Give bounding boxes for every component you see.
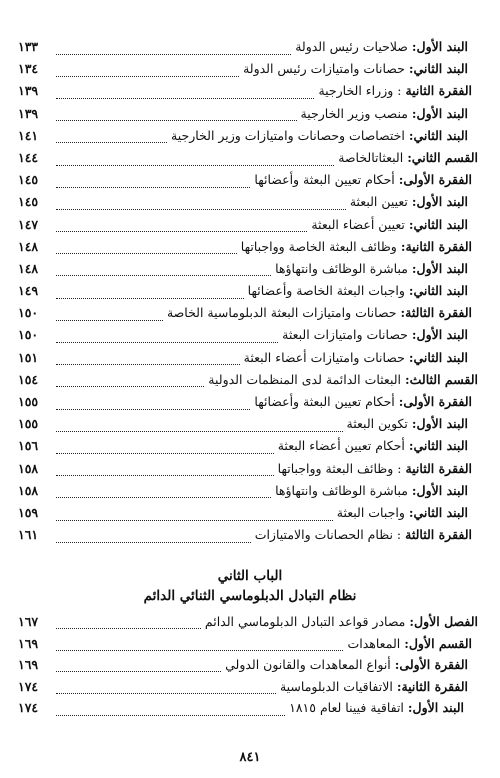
toc-entry-page: ١٥٨ bbox=[18, 460, 39, 476]
toc-entry-label: الفقرة الثانية: bbox=[400, 238, 472, 254]
toc-entry-label: البند الأول: bbox=[411, 327, 468, 343]
toc-entry-label: الفقرة الأولى: bbox=[394, 657, 468, 673]
toc-entry-page: ١٧٤ bbox=[18, 700, 39, 716]
toc-entry bbox=[18, 191, 478, 213]
toc-entry bbox=[18, 524, 478, 546]
toc-entry bbox=[18, 324, 478, 346]
toc-entry-title: حصانات وامتيازات البعثة bbox=[282, 327, 408, 343]
toc-entry-label: الفقرة الثانية bbox=[405, 83, 472, 99]
toc-entry-label: البند الثاني: bbox=[408, 283, 468, 299]
toc-entry bbox=[18, 369, 478, 391]
toc-entry-title: مباشرة الوظائف وانتهاؤها bbox=[275, 260, 408, 276]
toc-entry-label: البند الثاني: bbox=[408, 504, 468, 520]
toc-entry-page: ١٣٩ bbox=[18, 105, 39, 121]
dot-leader bbox=[56, 243, 237, 254]
dot-leader bbox=[56, 66, 239, 77]
toc-entry-title: حصانات وامتيازات البعثة الدبلوماسية الخاصة bbox=[166, 305, 397, 321]
dot-leader bbox=[56, 443, 274, 454]
toc-entry-title: : وظائف البعثة وواجباتها bbox=[277, 460, 402, 476]
toc-entry bbox=[18, 654, 478, 676]
toc-entry-page: ١٦٩ bbox=[18, 635, 39, 651]
toc-entry-title: واجبات البعثة الخاصة وأعضائها bbox=[247, 283, 405, 299]
toc-entry-title: اتفاقية فيينا لعام ١٨١٥ bbox=[289, 700, 404, 716]
toc-entry-title: اختصاصات وحصانات وامتيازات وزير الخارجية bbox=[171, 127, 405, 143]
toc-entry-title: منصب وزير الخارجية bbox=[300, 105, 408, 121]
dot-leader bbox=[56, 618, 201, 629]
dot-leader bbox=[56, 310, 163, 321]
dot-leader bbox=[56, 354, 240, 365]
toc-entry bbox=[18, 633, 478, 655]
toc-entry-label: القسم الأول: bbox=[404, 635, 472, 651]
toc-entry bbox=[18, 347, 478, 369]
toc-entry-label: الفقرة الثالثة bbox=[405, 527, 472, 543]
toc-entry bbox=[18, 80, 478, 102]
toc-entry bbox=[18, 236, 478, 258]
toc-entry-title: : نظام الحصانات والامتيازات bbox=[254, 527, 402, 543]
toc-entry-label: البند الأول: bbox=[411, 416, 468, 432]
dot-leader bbox=[56, 532, 251, 543]
toc-entry-label: البند الأول: bbox=[407, 700, 464, 716]
toc-entry-title: مباشرة الوظائف وانتهاؤها bbox=[275, 482, 408, 498]
toc-entry-page: ١٥٥ bbox=[18, 394, 39, 409]
toc-entry-title: البعثات الدائمة لدى المنظمات الدولية bbox=[208, 371, 401, 387]
toc-entry bbox=[18, 676, 478, 698]
toc-entry-label: القسم الثالث: bbox=[405, 371, 478, 387]
toc-entry-page: ١٥٠ bbox=[18, 327, 39, 343]
toc-entry-page: ١٤٨ bbox=[18, 260, 39, 276]
toc-entry bbox=[18, 413, 478, 435]
toc-entry-label: البند الأول: bbox=[411, 39, 468, 54]
dot-leader bbox=[56, 332, 278, 343]
dot-leader bbox=[56, 132, 167, 143]
toc-entry-page: ١٥٨ bbox=[18, 482, 39, 498]
page-number: ٨٤١ bbox=[239, 750, 261, 765]
toc-entry-label: الفقرة الأولى: bbox=[398, 394, 472, 409]
toc-entry-page: ١٥٤ bbox=[18, 371, 39, 387]
dot-leader bbox=[56, 465, 274, 476]
toc-entry-page: ١٦٩ bbox=[18, 657, 39, 673]
toc-entry-title: حصانات وامتيازات أعضاء البعثة bbox=[243, 349, 405, 365]
toc-entry-label: الفقرة الثانية: bbox=[396, 678, 468, 694]
dot-leader bbox=[56, 177, 250, 188]
toc-entry bbox=[18, 280, 478, 302]
toc-list-part-two bbox=[18, 611, 478, 719]
dot-leader bbox=[56, 421, 343, 432]
toc-entry-label: الفقرة الثالثة: bbox=[400, 305, 472, 321]
toc-entry-label: البند الأول: bbox=[411, 105, 468, 121]
dot-leader bbox=[56, 221, 307, 232]
toc-entry-title: وظائف البعثة الخاصة وواجباتها bbox=[240, 238, 397, 254]
toc-entry-page: ١٦١ bbox=[18, 527, 39, 543]
toc-entry-page: ١٥٥ bbox=[18, 416, 39, 432]
dot-leader bbox=[56, 110, 297, 121]
toc-entry-page: ١٥٦ bbox=[18, 438, 39, 454]
toc-entry-title: البعثاتالخاصة bbox=[338, 149, 404, 165]
dot-leader bbox=[56, 44, 291, 55]
dot-leader bbox=[56, 199, 346, 210]
toc-entry bbox=[18, 258, 478, 280]
toc-entry bbox=[18, 458, 478, 480]
dot-leader bbox=[56, 640, 343, 651]
toc-entry-page: ١٤٥ bbox=[18, 172, 39, 188]
dot-leader bbox=[56, 510, 333, 521]
toc-entry bbox=[18, 697, 478, 719]
toc-entry-title: الاتفاقيات الدبلوماسية bbox=[279, 678, 393, 694]
toc-entry-title: المعاهدات bbox=[347, 635, 401, 651]
toc-entry-label: البند الأول: bbox=[411, 194, 468, 210]
toc-entry-label: البند الثاني: bbox=[408, 61, 468, 77]
toc-entry-label: البند الثاني: bbox=[408, 349, 468, 365]
toc-entry bbox=[18, 480, 478, 502]
toc-entry bbox=[18, 502, 478, 524]
toc-entry bbox=[18, 58, 478, 80]
toc-entry-title: : وزراء الخارجية bbox=[318, 83, 402, 99]
part-heading-subtitle: نظام التبادل الدبلوماسي الثنائي الدائم bbox=[143, 588, 357, 604]
dot-leader bbox=[56, 487, 271, 498]
toc-entry-label: الفقرة الأولى: bbox=[398, 172, 472, 188]
toc-entry-page: ١٧٤ bbox=[18, 678, 39, 694]
dot-leader bbox=[56, 683, 276, 694]
toc-entry-label: الفقرة الثانية bbox=[405, 460, 472, 476]
toc-entry-page: ١٣٣ bbox=[18, 39, 39, 54]
toc-entry bbox=[18, 103, 478, 125]
toc-entry-label: البند الثاني: bbox=[408, 438, 468, 454]
dot-leader bbox=[56, 88, 314, 99]
toc-entry-page: ١٣٩ bbox=[18, 83, 39, 99]
toc-entry bbox=[18, 36, 478, 58]
toc-entry-title: أحكام تعيين البعثة وأعضائها bbox=[254, 394, 395, 409]
toc-list-part-one bbox=[18, 36, 478, 546]
toc-entry-label: الفصل الأول: bbox=[409, 614, 478, 629]
toc-entry-label: القسم الثاني: bbox=[407, 149, 478, 165]
dot-leader bbox=[56, 705, 285, 716]
toc-entry bbox=[18, 169, 478, 191]
toc-entry bbox=[18, 611, 478, 633]
toc-entry-title: تعيين البعثة bbox=[349, 194, 408, 210]
toc-entry-title: حصانات وامتيازات رئيس الدولة bbox=[243, 61, 405, 77]
toc-entry bbox=[18, 391, 478, 413]
toc-entry-label: البند الثاني: bbox=[408, 216, 468, 232]
toc-entry-title: تعيين أعضاء البعثة bbox=[311, 216, 405, 232]
dot-leader bbox=[56, 265, 271, 276]
dot-leader bbox=[56, 288, 244, 299]
toc-entry-page: ١٥١ bbox=[18, 349, 39, 365]
toc-entry bbox=[18, 302, 478, 324]
toc-entry-page: ١٦٧ bbox=[18, 614, 39, 629]
toc-entry-title: صلاحيات رئيس الدولة bbox=[295, 39, 408, 54]
toc-entry-page: ١٤٨ bbox=[18, 238, 39, 254]
toc-entry-label: البند الأول: bbox=[411, 260, 468, 276]
toc-entry-title: واجبات البعثة bbox=[336, 504, 405, 520]
toc-entry-title: مصادر قواعد التبادل الدبلوماسي الدائم bbox=[204, 614, 406, 629]
toc-entry-page: ١٤٧ bbox=[18, 216, 39, 232]
toc-entry-page: ١٤٤ bbox=[18, 149, 39, 165]
toc-entry-page: ١٣٤ bbox=[18, 61, 39, 77]
toc-entry-page: ١٥٠ bbox=[18, 305, 39, 321]
toc-entry-title: أحكام تعيين أعضاء البعثة bbox=[277, 438, 405, 454]
part-heading-title: الباب الثاني bbox=[217, 568, 283, 584]
toc-entry bbox=[18, 125, 478, 147]
toc-entry bbox=[18, 435, 478, 457]
toc-entry-label: البند الثاني: bbox=[408, 127, 468, 143]
toc-entry-title: أحكام تعيين البعثة وأعضائها bbox=[254, 172, 395, 188]
dot-leader bbox=[56, 661, 221, 672]
toc-entry-label: البند الأول: bbox=[411, 482, 468, 498]
toc-entry-title: أنواع المعاهدات والقانون الدولي bbox=[225, 657, 391, 673]
toc-entry bbox=[18, 147, 478, 169]
toc-entry-page: ١٤٩ bbox=[18, 283, 39, 299]
toc-entry-title: تكوين البعثة bbox=[346, 416, 408, 432]
dot-leader bbox=[56, 399, 250, 410]
dot-leader bbox=[56, 376, 204, 387]
toc-entry bbox=[18, 214, 478, 236]
toc-entry-page: ١٥٩ bbox=[18, 504, 39, 520]
dot-leader bbox=[56, 155, 334, 166]
toc-entry-page: ١٤١ bbox=[18, 127, 39, 143]
toc-entry-page: ١٤٥ bbox=[18, 194, 39, 210]
